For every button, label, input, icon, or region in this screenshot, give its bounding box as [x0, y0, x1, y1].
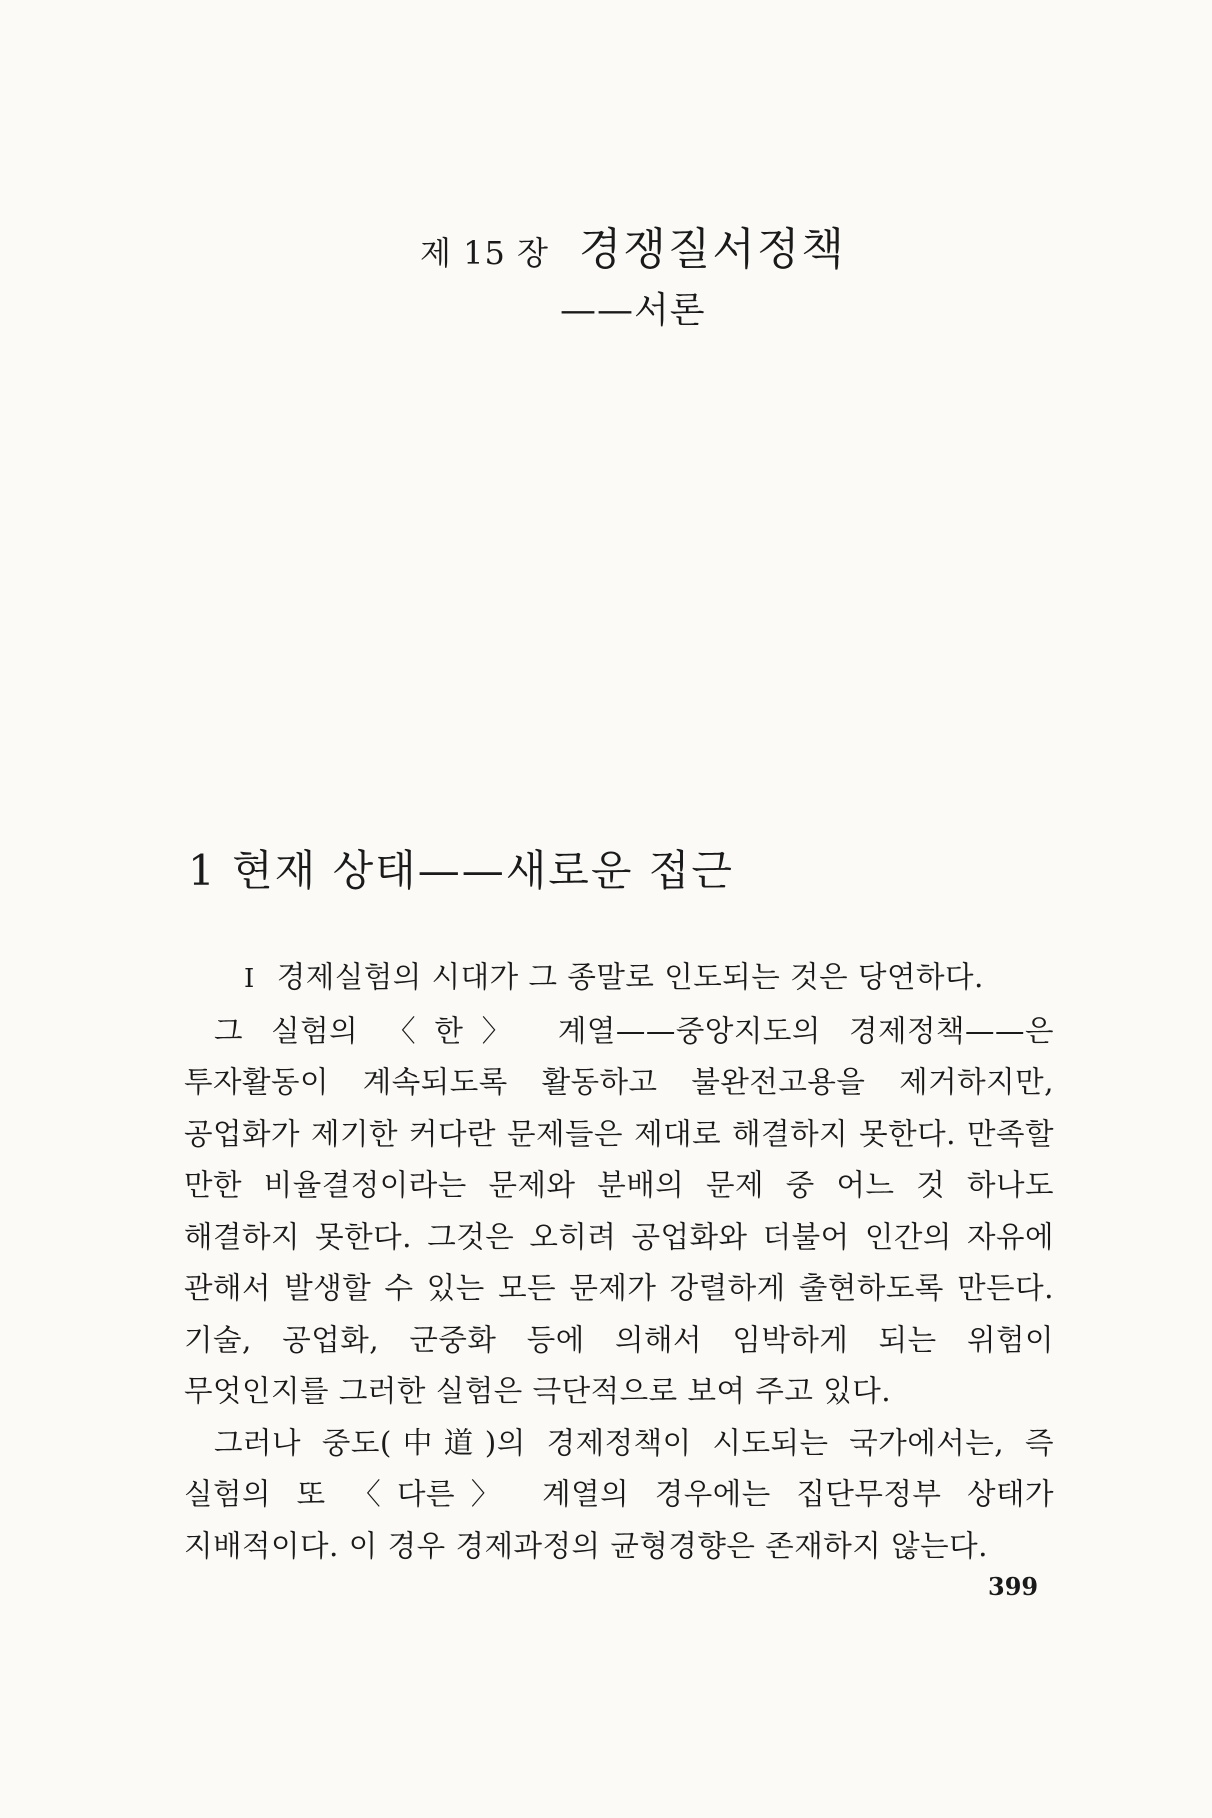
paragraph-1-text: 경제실험의 시대가 그 종말로 인도되는 것은 당연하다. — [276, 960, 984, 994]
paragraph-2: 그 실험의 〈한〉 계열——중앙지도의 경제정책——은 투자활동이 계속되도록 활동하고 불완전고용을 제거하지만, 공업화가 제기한 커다란 문제들은 제대로 해결하지 못한다. 만족할 만한 비율결정이라는 문제와 분배의 문제 중 어느 것 하나도 해결하지 못한다. 그것은 오히려 공업화와 더불어 인간의 자유에 관해서 발생할 수 있는 모든 문제가 강렬하게 출현하도록 만든다. 기술, 공업화, 군중화 등에 의해서 임박하게 되는 위험이 무엇인지를 그러한 실험은 극단적으로 보여 주고 있다. — [184, 1013, 1054, 1408]
paragraph-1 — [184, 952, 1054, 1006]
page-number: 399 — [988, 1572, 1039, 1601]
chapter-heading — [420, 213, 846, 277]
section-heading: 1 현재 상태——새로운 접근 — [188, 846, 734, 895]
paragraph-3: 그러나 중도(中道)의 경제정책이 시도되는 국가에서는, 즉 실험의 또 〈다른〉 계열의 경우에는 집단무정부 상태가 지배적이다. 이 경우 경제과정의 균형경향은 존재하지 않는다. — [184, 1425, 1054, 1563]
chapter-number: 제 15 장 — [420, 234, 549, 272]
chapter-subtitle: ——서론 — [560, 290, 706, 331]
paragraph-number: I — [244, 964, 255, 994]
chapter-title: 경쟁질서정책 — [578, 224, 846, 275]
body-text — [184, 952, 1054, 1572]
